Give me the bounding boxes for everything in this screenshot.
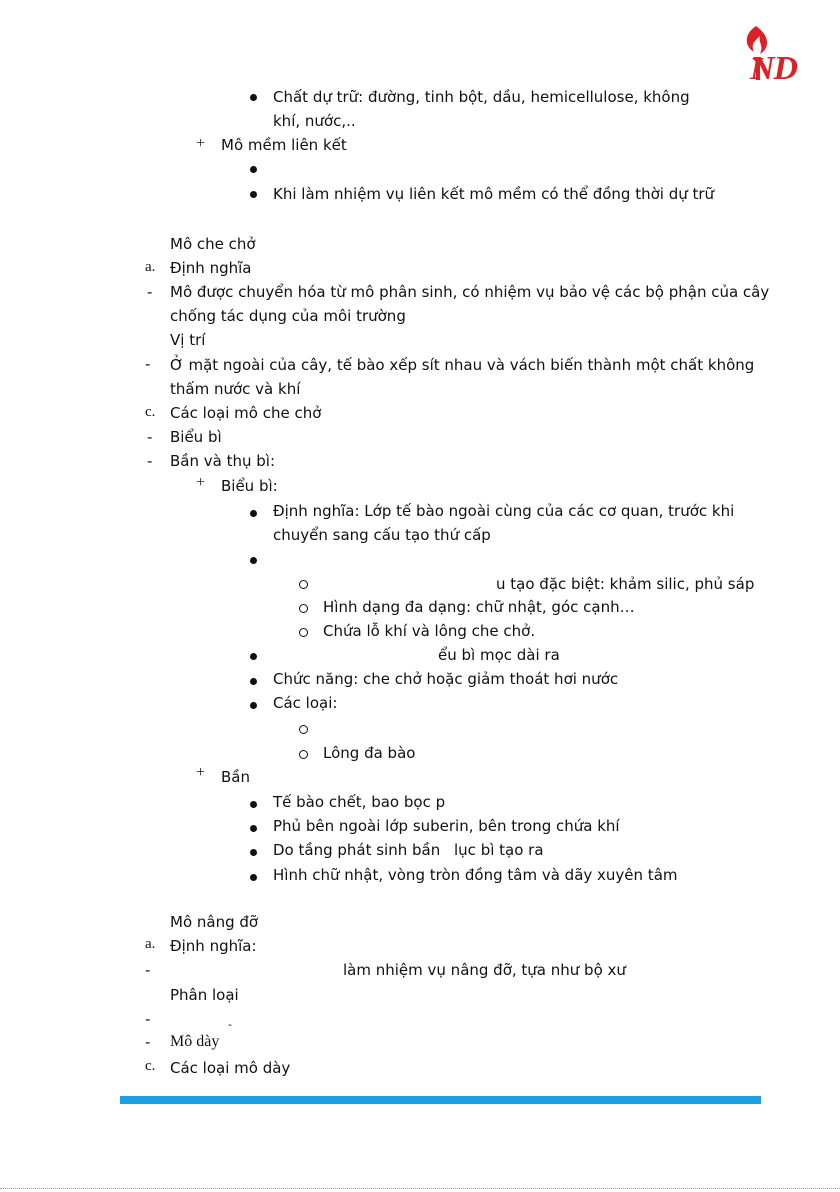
list-item [250,843,257,861]
subheading: Mô mềm liên kết [221,136,347,154]
dash-marker: - [228,1018,232,1031]
subheading: Phân loại [170,986,239,1004]
subheading: Biểu bì: [221,477,278,495]
text-line: chống tác dụng của môi trường [170,307,406,325]
circle-bullet-icon [299,604,308,613]
text-line: Mô được chuyển hóa từ mô phân sinh, có nhiệm vụ bảo vệ các bộ phận của cây [170,283,770,301]
text-line: khí, nước,.. [273,112,356,130]
bullet-icon [250,557,257,564]
marker: a. [145,936,156,952]
logo-text: ND [750,50,798,87]
subheading: Các loại mô dày [170,1059,291,1077]
bullet-icon [250,653,257,660]
text-line: Tế bào chết, bao bọc p [273,793,446,811]
list-item [250,160,257,178]
text-line: Do tầng phát sinh bần [273,841,441,859]
circle-bullet-icon [299,725,308,734]
subheading: Vị trí [170,331,206,349]
text-line: chuyển sang cấu tạo thứ cấp [273,526,491,544]
nd-logo [730,22,826,88]
plus-icon: + [196,135,206,152]
list-item [250,868,257,886]
bullet-icon [250,191,257,198]
text-line: Định nghĩa: Lớp tế bào ngoài cùng của các cơ quan, trước khi [273,502,735,520]
section-heading: Mô nâng đỡ [170,913,259,931]
subheading: Các loại mô che chở [170,404,322,422]
dash-marker: - [145,1033,151,1051]
list-item [250,819,257,837]
marker: c. [145,1058,156,1074]
list-item [299,720,308,738]
list-item [250,647,257,665]
text-line: ểu bì mọc dài ra [438,646,560,664]
list-item [250,551,257,569]
bullet-icon [250,874,257,881]
subheading: Định nghĩa: [170,937,257,955]
dash-marker: - [147,428,153,446]
text-line: Hình dạng đa dạng: chữ nhật, góc cạnh… [323,598,635,616]
list-item [299,599,308,617]
list-item [299,575,308,593]
list-item [299,745,308,763]
text-line: Mô dày [170,1033,220,1050]
plus-icon: + [196,474,206,491]
plus-icon: + [196,764,206,781]
bullet-icon [250,510,257,517]
text-line: Hình chữ nhật, vòng tròn đồng tâm và dãy xuyên tâm [273,866,678,884]
list-item [299,623,308,641]
text-line: Biểu bì [170,428,222,446]
text-line: lục bì tạo ra [454,841,544,859]
bullet-icon [250,166,257,173]
list-item [250,504,257,522]
dash-marker: - [145,1010,151,1028]
subheading: Bần [221,768,250,786]
section-heading: Mô che chở [170,235,256,253]
list-item [250,696,257,714]
text-line: Khi làm nhiệm vụ liên kết mô mềm có thể đồng thời dự trữ [273,185,715,203]
text-line: Chức năng: che chở hoặc giảm thoát hơi nước [273,670,619,688]
list-item [250,88,257,106]
text-line: Bần và thụ bì: [170,452,275,470]
marker: a. [145,259,156,275]
dash-marker: - [147,452,153,470]
bullet-icon [250,702,257,709]
text-line: làm nhiệm vụ nâng đỡ, tựa như bộ xư [343,961,626,979]
dash-marker: - [145,355,151,373]
subheading: Định nghĩa [170,259,252,277]
list-item [250,795,257,813]
text-line: Lông đa bào [323,744,416,762]
list-item [250,672,257,690]
bullet-icon [250,849,257,856]
bullet-icon [250,825,257,832]
page-bottom-divider [0,1188,840,1189]
circle-bullet-icon [299,750,308,759]
text-line: Chứa lỗ khí và lông che chở. [323,622,536,640]
list-item [250,185,257,203]
marker: c. [145,404,156,420]
text-line: Phủ bên ngoài lớp suberin, bên trong chứa khí [273,817,620,835]
dash-marker: - [147,283,153,301]
circle-bullet-icon [299,580,308,589]
text-line: thấm nước và khí [170,380,301,398]
text-line: Các loại: [273,694,338,712]
dash-marker: - [145,961,151,979]
bullet-icon [250,801,257,808]
text-line: Chất dự trữ: đường, tinh bột, dầu, hemicellulose, không [273,88,690,106]
circle-bullet-icon [299,628,308,637]
text-line: u tạo đặc biệt: khảm silic, phủ sáp [496,575,755,593]
bullet-icon [250,94,257,101]
footer-accent-bar [120,1096,761,1104]
bullet-icon [250,678,257,685]
text-line: Ở mặt ngoài của cây, tế bào xếp sít nhau và vách biến thành một chất không [170,356,755,374]
